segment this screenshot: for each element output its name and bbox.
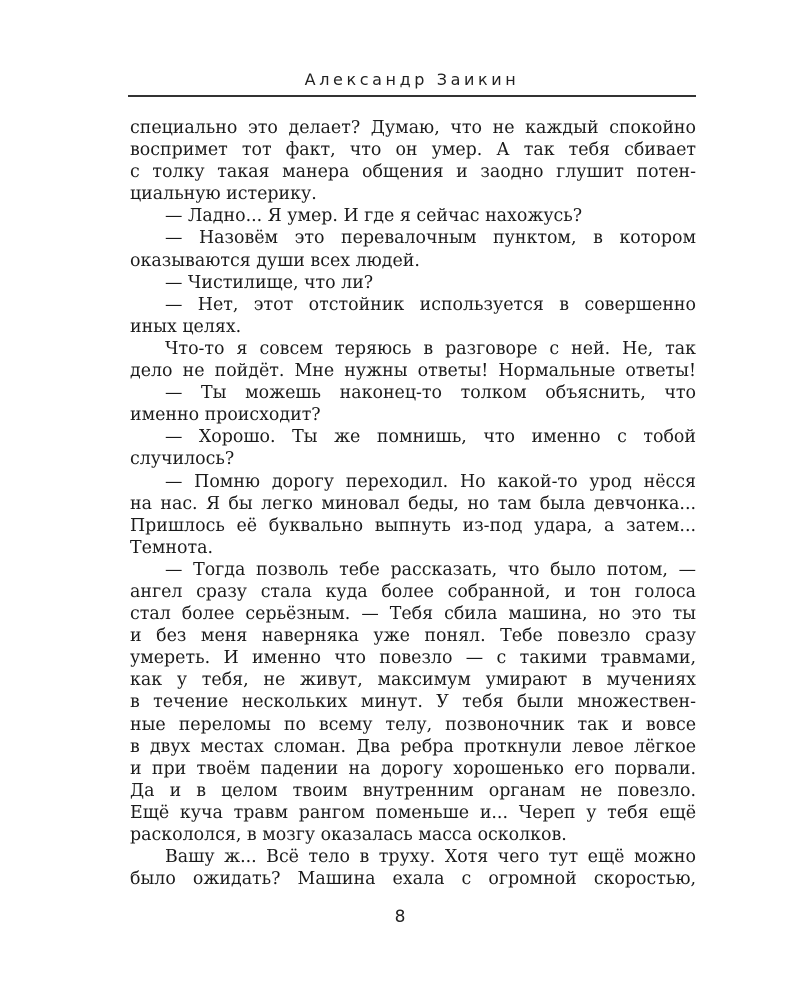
text-line: в течение нескольких минут. У тебя были множествен- — [130, 692, 696, 713]
text-line: на нас. Я бы легко миновал беды, но там была девчонка... — [130, 493, 696, 514]
text-line: Темнота. — [130, 537, 213, 558]
text-line: Что-то я совсем теряюсь в разговоре с ней. Не, так — [165, 338, 696, 359]
text-line: — Ладно... Я умер. И где я сейчас нахожусь? — [165, 206, 583, 227]
text-line: — Хорошо. Ты же помнишь, что именно с тобой — [165, 427, 696, 448]
text-line: Да и в целом твоим внутренним органам не повезло. — [130, 780, 696, 801]
text-line: специально это делает? Думаю, что не каждый спокойно — [130, 118, 696, 138]
text-line: Вашу ж... Всё тело в труху. Хотя чего тут ещё можно — [165, 847, 696, 868]
text-line: — Тогда позволь тебе рассказать, что было потом, — — [165, 559, 696, 580]
text-line: воспримет тот факт, что он умер. А так тебя сбивает — [130, 140, 696, 161]
running-title: Александр Заикин — [304, 70, 520, 89]
text-line: иных целях. — [130, 316, 242, 337]
text-line: ные переломы по всему телу, позвоночник так и вовсе — [130, 714, 696, 735]
text-line: дело не пойдёт. Мне нужны ответы! Нормальные ответы! — [130, 361, 696, 382]
text-line: с толку такая манера общения и заодно глушит потен- — [130, 162, 696, 183]
header-rule — [128, 95, 696, 97]
text-line: и при твоём падении на дорогу хорошенько его порвали. — [130, 758, 696, 779]
text-line: как у тебя, не живут, максимум умирают в мучениях — [130, 670, 696, 691]
text-line: случилось? — [130, 449, 235, 470]
text-line: раскололся, в мозгу оказалась масса осколков. — [130, 825, 567, 845]
text-line: в двух местах сломан. Два ребра проткнули левое лёгкое — [130, 736, 696, 757]
text-line: оказываются души всех людей. — [130, 250, 420, 271]
text-line: Пришлось её буквально выпнуть из-под удара, а затем... — [130, 515, 696, 536]
text-line: умереть. И именно что повезло — с такими травмами, — [130, 648, 696, 669]
body-text — [130, 117, 696, 890]
text-line: — Назовём это перевалочным пунктом, в котором — [165, 228, 696, 249]
text-line: ангел сразу стала куда более собранной, и тон голоса — [130, 581, 696, 602]
text-line: — Нет, этот отстойник используется в совершенно — [165, 294, 696, 315]
text-line: — Чистилище, что ли? — [165, 272, 374, 293]
text-line: именно происходит? — [130, 405, 321, 426]
text-line: стал более серьёзным. — Тебя сбила машина, но это ты — [130, 604, 696, 625]
text-line: было ожидать? Машина ехала с огромной скоростью, — [130, 869, 696, 890]
text-line: — Помню дорогу переходил. Но какой-то урод нёсся — [165, 471, 696, 492]
text-line: и без меня наверняка уже понял. Тебе повезло сразу — [130, 626, 696, 647]
text-line: Ещё куча травм рангом поменьше и... Череп у тебя ещё — [130, 802, 696, 823]
text-line: — Ты можешь наконец-то толком объяснить, что — [165, 383, 696, 404]
page-number: 8 — [394, 907, 406, 927]
text-line: циальную истерику. — [130, 184, 317, 205]
